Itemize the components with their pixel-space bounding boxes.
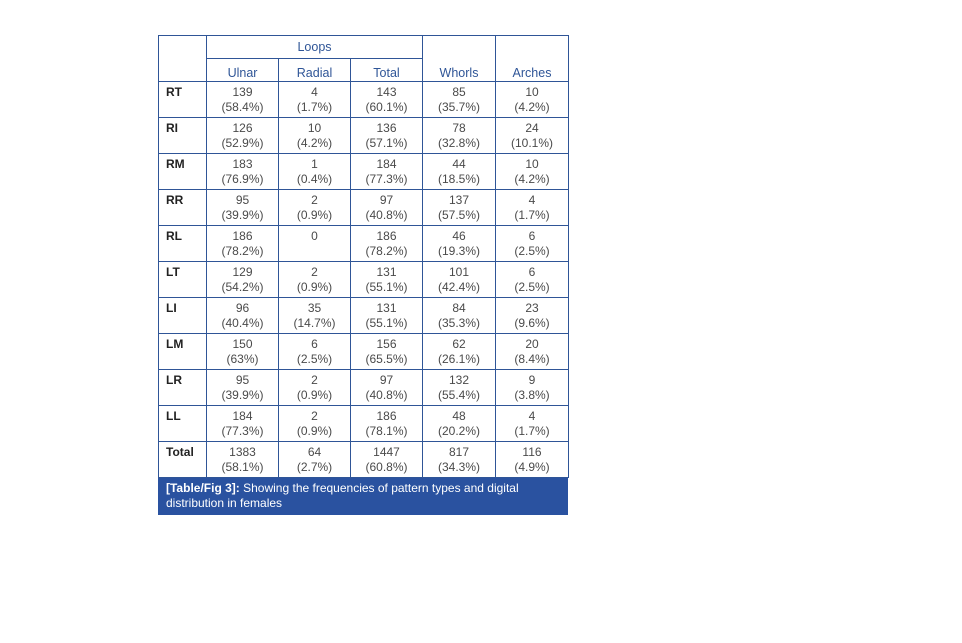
cell-percent: (60.8%) bbox=[365, 459, 408, 474]
table-row bbox=[159, 297, 569, 333]
cell-percent: (65.5%) bbox=[365, 351, 408, 366]
cell-whorls bbox=[423, 369, 496, 405]
cell-percent: (4.2%) bbox=[514, 99, 550, 114]
cell-count: 183 bbox=[232, 156, 253, 171]
cell-count: 1383 bbox=[229, 444, 256, 459]
cell-count: 23 bbox=[525, 300, 539, 315]
cell-count: 10 bbox=[307, 120, 322, 135]
cell-total bbox=[351, 81, 423, 117]
cell-arches bbox=[496, 441, 569, 477]
cell-count: 62 bbox=[452, 336, 466, 351]
cell-percent: (10.1%) bbox=[510, 135, 554, 150]
cell-count: 96 bbox=[235, 300, 250, 315]
cell-radial bbox=[279, 369, 351, 405]
cell-count: 1447 bbox=[373, 444, 400, 459]
cell-percent: (63%) bbox=[226, 351, 259, 366]
cell-count: 44 bbox=[452, 156, 466, 171]
cell-count: 2 bbox=[311, 192, 318, 207]
cell-percent: (78.1%) bbox=[365, 423, 408, 438]
cell-count: 131 bbox=[376, 300, 397, 315]
cell-radial bbox=[279, 297, 351, 333]
cell-total bbox=[351, 225, 423, 261]
cell-count: 95 bbox=[235, 372, 250, 387]
cell-percent: (18.5%) bbox=[437, 171, 481, 186]
cell-count: 186 bbox=[376, 228, 397, 243]
cell-count: 129 bbox=[232, 264, 253, 279]
cell-percent: (4.9%) bbox=[514, 459, 550, 474]
cell-count: 131 bbox=[376, 264, 397, 279]
cell-count: 0 bbox=[311, 228, 318, 243]
cell-ulnar bbox=[207, 333, 279, 369]
row-label: LM bbox=[159, 333, 207, 369]
column-header-ulnar: Ulnar bbox=[207, 58, 279, 81]
table-row bbox=[159, 81, 569, 117]
cell-percent: (39.9%) bbox=[221, 207, 264, 222]
cell-percent: (19.3%) bbox=[437, 243, 481, 258]
cell-count: 186 bbox=[232, 228, 253, 243]
table-row bbox=[159, 369, 569, 405]
cell-count: 2 bbox=[311, 408, 318, 423]
cell-count: 35 bbox=[307, 300, 322, 315]
cell-count: 9 bbox=[528, 372, 536, 387]
cell-count: 116 bbox=[522, 444, 542, 459]
cell-percent: (1.7%) bbox=[514, 423, 550, 438]
table-row bbox=[159, 153, 569, 189]
cell-percent: (40.8%) bbox=[365, 207, 408, 222]
table-row bbox=[159, 441, 569, 477]
cell-percent: (2.7%) bbox=[296, 459, 333, 474]
cell-total bbox=[351, 153, 423, 189]
cell-percent: (40.8%) bbox=[365, 387, 408, 402]
cell-percent: (3.8%) bbox=[514, 387, 550, 402]
cell-count: 48 bbox=[452, 408, 466, 423]
corner-header-cell bbox=[159, 36, 207, 82]
cell-count: 78 bbox=[452, 120, 466, 135]
cell-percent: (55.1%) bbox=[365, 315, 408, 330]
cell-arches bbox=[496, 153, 569, 189]
cell-percent: (32.8%) bbox=[437, 135, 481, 150]
cell-count: 4 bbox=[311, 84, 318, 99]
cell-total bbox=[351, 261, 423, 297]
cell-ulnar bbox=[207, 441, 279, 477]
cell-percent: (1.7%) bbox=[514, 207, 550, 222]
cell-percent: (78.2%) bbox=[365, 243, 408, 258]
cell-count: 101 bbox=[448, 264, 470, 279]
table-row bbox=[159, 261, 569, 297]
cell-radial bbox=[279, 117, 351, 153]
cell-total bbox=[351, 405, 423, 441]
cell-radial bbox=[279, 153, 351, 189]
cell-whorls bbox=[423, 405, 496, 441]
column-header-total: Total bbox=[351, 58, 423, 81]
cell-percent: (42.4%) bbox=[437, 279, 481, 294]
row-label: LT bbox=[159, 261, 207, 297]
table-body bbox=[159, 81, 569, 477]
cell-arches bbox=[496, 225, 569, 261]
cell-count: 184 bbox=[232, 408, 253, 423]
cell-count: 4 bbox=[528, 192, 536, 207]
cell-whorls bbox=[423, 189, 496, 225]
table-row bbox=[159, 405, 569, 441]
cell-count: 186 bbox=[376, 408, 397, 423]
cell-total bbox=[351, 117, 423, 153]
cell-percent: (0.4%) bbox=[296, 171, 333, 186]
row-label: RT bbox=[159, 81, 207, 117]
table-row bbox=[159, 333, 569, 369]
cell-count: 150 bbox=[232, 336, 253, 351]
cell-percent: (40.4%) bbox=[221, 315, 264, 330]
cell-count: 97 bbox=[379, 372, 394, 387]
cell-count: 64 bbox=[307, 444, 322, 459]
cell-whorls bbox=[423, 153, 496, 189]
cell-radial bbox=[279, 189, 351, 225]
cell-whorls bbox=[423, 261, 496, 297]
row-label: Total bbox=[159, 441, 207, 477]
loops-group-header: Loops bbox=[207, 36, 423, 59]
cell-total bbox=[351, 369, 423, 405]
cell-arches bbox=[496, 261, 569, 297]
column-header-whorls: Whorls bbox=[423, 58, 496, 81]
cell-percent: (34.3%) bbox=[437, 459, 481, 474]
cell-count: 2 bbox=[311, 372, 318, 387]
cell-percent: (0.9%) bbox=[296, 207, 333, 222]
row-label: LI bbox=[159, 297, 207, 333]
cell-radial bbox=[279, 81, 351, 117]
caption-lead: [Table/Fig 3]: bbox=[166, 480, 240, 495]
header-row-columns bbox=[159, 58, 569, 81]
cell-percent: (39.9%) bbox=[221, 387, 264, 402]
cell-count: 156 bbox=[376, 336, 397, 351]
cell-count: 95 bbox=[235, 192, 250, 207]
cell-percent: (35.7%) bbox=[437, 99, 481, 114]
table-figure bbox=[158, 35, 568, 515]
cell-percent: (8.4%) bbox=[514, 351, 550, 366]
cell-count: 6 bbox=[528, 228, 536, 243]
cell-arches bbox=[496, 333, 569, 369]
cell-percent: (4.2%) bbox=[296, 135, 333, 150]
whorls-spacer-cell bbox=[423, 36, 496, 59]
cell-total bbox=[351, 297, 423, 333]
cell-count: 10 bbox=[525, 84, 539, 99]
table-caption bbox=[158, 478, 568, 515]
cell-percent: (0.9%) bbox=[296, 387, 333, 402]
cell-ulnar bbox=[207, 297, 279, 333]
cell-arches bbox=[496, 189, 569, 225]
cell-radial bbox=[279, 405, 351, 441]
column-header-radial: Radial bbox=[279, 58, 351, 81]
cell-ulnar bbox=[207, 405, 279, 441]
cell-ulnar bbox=[207, 189, 279, 225]
frequency-table bbox=[158, 35, 569, 478]
cell-percent: (26.1%) bbox=[437, 351, 481, 366]
cell-percent: (55.1%) bbox=[365, 279, 408, 294]
cell-arches bbox=[496, 117, 569, 153]
cell-percent: (76.9%) bbox=[221, 171, 264, 186]
row-label: RR bbox=[159, 189, 207, 225]
cell-count: 139 bbox=[232, 84, 253, 99]
row-label: RI bbox=[159, 117, 207, 153]
cell-percent: (2.5%) bbox=[514, 279, 550, 294]
cell-ulnar bbox=[207, 261, 279, 297]
cell-percent: (52.9%) bbox=[221, 135, 264, 150]
cell-whorls bbox=[423, 117, 496, 153]
cell-arches bbox=[496, 297, 569, 333]
cell-percent: (57.5%) bbox=[437, 207, 481, 222]
cell-percent: (0.9%) bbox=[296, 423, 333, 438]
cell-count: 2 bbox=[311, 264, 318, 279]
cell-percent: (55.4%) bbox=[437, 387, 481, 402]
cell-ulnar bbox=[207, 369, 279, 405]
cell-count: 1 bbox=[311, 156, 318, 171]
cell-whorls bbox=[423, 333, 496, 369]
cell-count: 20 bbox=[525, 336, 539, 351]
cell-percent: (77.3%) bbox=[221, 423, 264, 438]
cell-percent: (2.5%) bbox=[514, 243, 550, 258]
cell-percent: (1.7%) bbox=[296, 99, 333, 114]
cell-whorls bbox=[423, 81, 496, 117]
cell-percent: (60.1%) bbox=[365, 99, 408, 114]
cell-radial bbox=[279, 333, 351, 369]
cell-total bbox=[351, 189, 423, 225]
header-row-group bbox=[159, 36, 569, 59]
arches-spacer-cell bbox=[496, 36, 569, 59]
table-row bbox=[159, 225, 569, 261]
row-label: LL bbox=[159, 405, 207, 441]
cell-count: 4 bbox=[528, 408, 536, 423]
cell-count: 132 bbox=[448, 372, 470, 387]
cell-count: 97 bbox=[379, 192, 394, 207]
cell-count: 126 bbox=[232, 120, 253, 135]
cell-percent: (35.3%) bbox=[437, 315, 481, 330]
cell-count: 46 bbox=[452, 228, 466, 243]
cell-count: 136 bbox=[376, 120, 397, 135]
cell-count: 84 bbox=[452, 300, 466, 315]
cell-percent: (54.2%) bbox=[221, 279, 264, 294]
cell-count: 6 bbox=[311, 336, 318, 351]
cell-ulnar bbox=[207, 81, 279, 117]
cell-percent: (58.4%) bbox=[221, 99, 264, 114]
cell-count: 85 bbox=[452, 84, 466, 99]
cell-count: 6 bbox=[528, 264, 536, 279]
cell-percent: (4.2%) bbox=[514, 171, 550, 186]
row-label: RL bbox=[159, 225, 207, 261]
row-label: LR bbox=[159, 369, 207, 405]
cell-total bbox=[351, 441, 423, 477]
cell-percent: (14.7%) bbox=[293, 315, 336, 330]
caption-text: Showing the frequencies of pattern types and digital distribution in females bbox=[166, 480, 519, 510]
cell-radial bbox=[279, 261, 351, 297]
cell-whorls bbox=[423, 441, 496, 477]
cell-percent: (78.2%) bbox=[221, 243, 264, 258]
cell-whorls bbox=[423, 297, 496, 333]
row-label: RM bbox=[159, 153, 207, 189]
cell-ulnar bbox=[207, 117, 279, 153]
cell-percent: (9.6%) bbox=[514, 315, 550, 330]
cell-arches bbox=[496, 405, 569, 441]
cell-count: 10 bbox=[525, 156, 539, 171]
column-header-arches: Arches bbox=[496, 58, 569, 81]
cell-total bbox=[351, 333, 423, 369]
cell-radial bbox=[279, 225, 351, 261]
cell-whorls bbox=[423, 225, 496, 261]
cell-count: 137 bbox=[448, 192, 470, 207]
cell-percent: (77.3%) bbox=[365, 171, 408, 186]
cell-count: 24 bbox=[525, 120, 539, 135]
cell-percent: (0.9%) bbox=[296, 279, 333, 294]
cell-ulnar bbox=[207, 225, 279, 261]
cell-arches bbox=[496, 81, 569, 117]
cell-ulnar bbox=[207, 153, 279, 189]
table-row bbox=[159, 117, 569, 153]
table-row bbox=[159, 189, 569, 225]
cell-count: 184 bbox=[376, 156, 397, 171]
cell-count: 143 bbox=[376, 84, 397, 99]
cell-radial bbox=[279, 441, 351, 477]
cell-percent: (57.1%) bbox=[365, 135, 408, 150]
cell-percent: (20.2%) bbox=[437, 423, 481, 438]
cell-count: 817 bbox=[448, 444, 470, 459]
cell-percent: (2.5%) bbox=[296, 351, 333, 366]
cell-percent: (58.1%) bbox=[221, 459, 264, 474]
cell-arches bbox=[496, 369, 569, 405]
